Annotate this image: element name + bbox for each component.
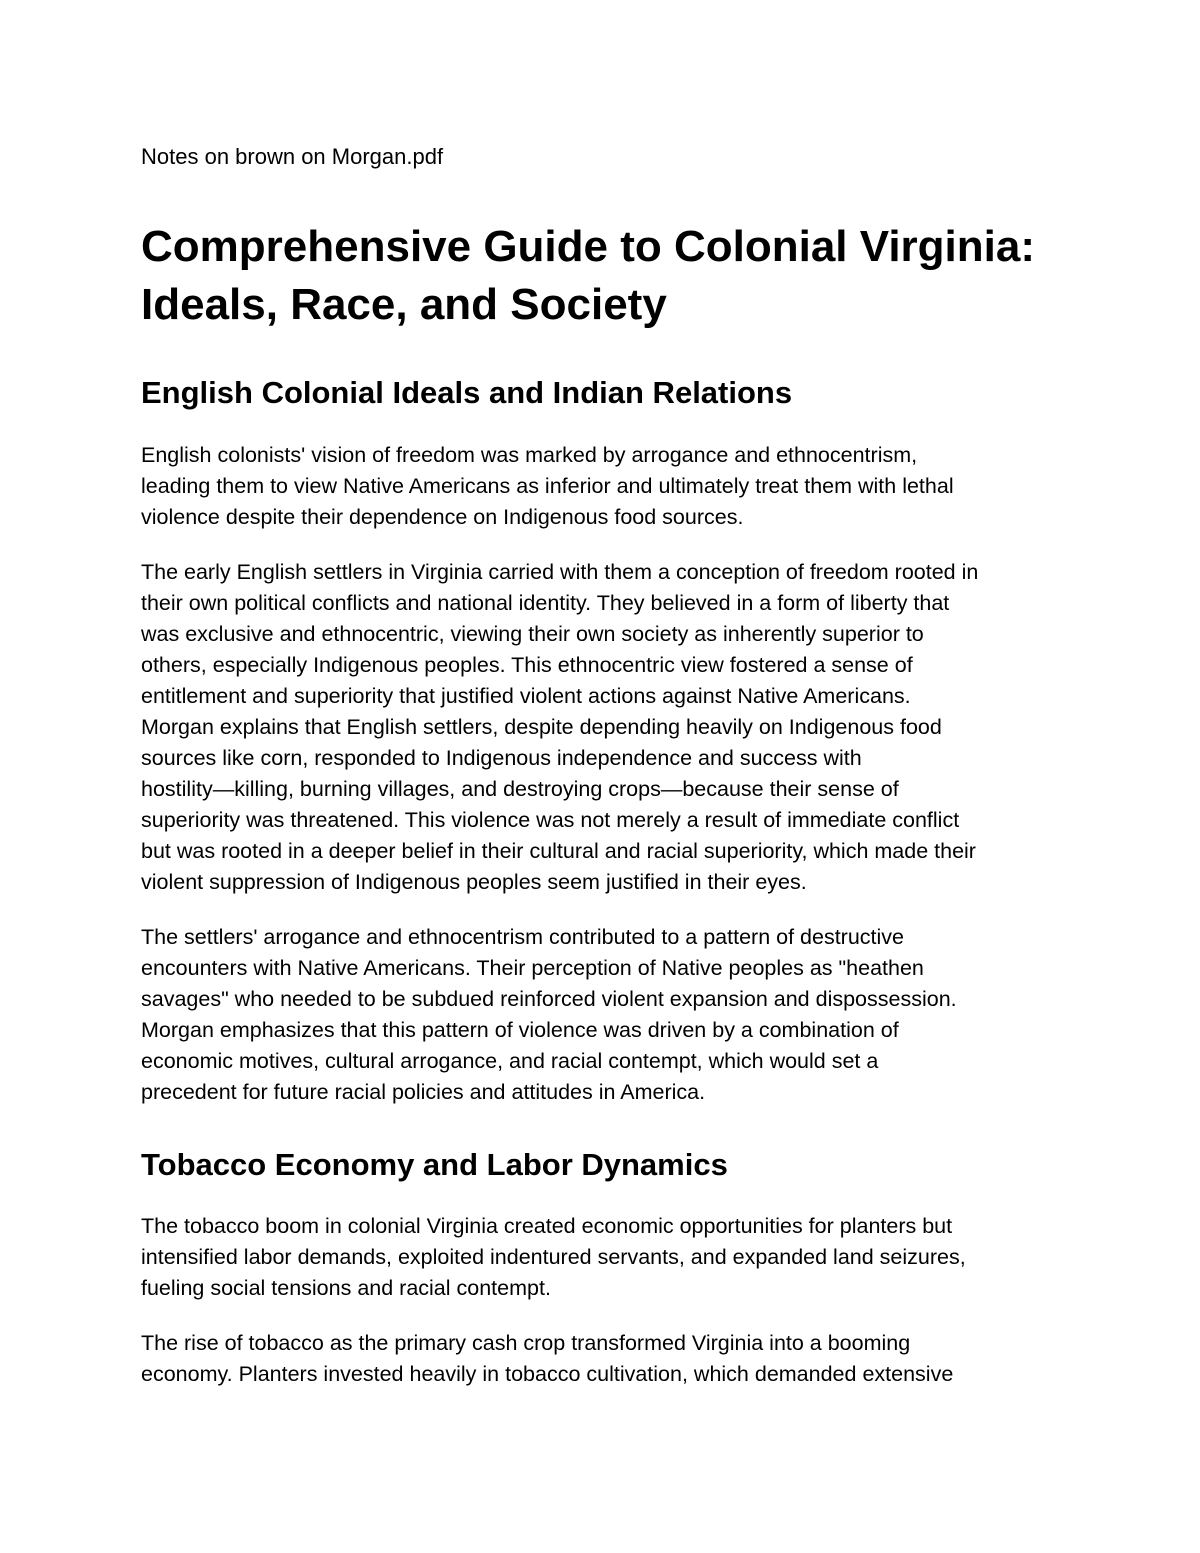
text-line: was exclusive and ethnocentric, viewing their own society as inherently superior to <box>141 622 924 646</box>
text-line: Morgan explains that English settlers, despite depending heavily on Indigenous food <box>141 715 942 739</box>
text-line: but was rooted in a deeper belief in their cultural and racial superiority, which made their <box>141 839 976 863</box>
document-title <box>141 218 1066 334</box>
text-line: violence despite their dependence on Indigenous food sources. <box>141 505 744 529</box>
text-line: hostility—killing, burning villages, and destroying crops—because their sense of <box>141 777 899 801</box>
text-line: economic motives, cultural arrogance, and racial contempt, which would set a <box>141 1049 879 1073</box>
text-line: savages" who needed to be subdued reinforced violent expansion and dispossession. <box>141 987 957 1011</box>
text-line: Morgan emphasizes that this pattern of violence was driven by a combination of <box>141 1018 899 1042</box>
title-line: Comprehensive Guide to Colonial Virginia: <box>141 222 1035 271</box>
text-line: English colonists' vision of freedom was marked by arrogance and ethnocentrism, <box>141 443 918 467</box>
file-name-label: Notes on brown on Morgan.pdf <box>141 144 444 169</box>
section-heading-tobacco-economy: Tobacco Economy and Labor Dynamics <box>141 1147 728 1182</box>
text-line: entitlement and superiority that justified violent actions against Native Americans. <box>141 684 911 708</box>
text-line: encounters with Native Americans. Their perception of Native peoples as "heathen <box>141 956 924 980</box>
text-line: economy. Planters invested heavily in tobacco cultivation, which demanded extensive <box>141 1362 954 1386</box>
paragraph <box>141 1328 1066 1390</box>
paragraph <box>141 440 1066 533</box>
text-line: intensified labor demands, exploited indentured servants, and expanded land seizures, <box>141 1245 966 1269</box>
text-line: leading them to view Native Americans as inferior and ultimately treat them with lethal <box>141 474 954 498</box>
text-line: precedent for future racial policies and attitudes in America. <box>141 1080 706 1104</box>
text-line: The settlers' arrogance and ethnocentrism contributed to a pattern of destructive <box>141 925 904 949</box>
text-line: The early English settlers in Virginia carried with them a conception of freedom rooted in <box>141 560 979 584</box>
paragraph <box>141 557 1066 898</box>
text-line: The tobacco boom in colonial Virginia created economic opportunities for planters but <box>141 1214 953 1238</box>
paragraph <box>141 1211 1066 1304</box>
text-line: others, especially Indigenous peoples. This ethnocentric view fostered a sense of <box>141 653 913 677</box>
text-line: The rise of tobacco as the primary cash crop transformed Virginia into a booming <box>141 1331 911 1355</box>
text-line: violent suppression of Indigenous peoples seem justified in their eyes. <box>141 870 807 894</box>
paragraph <box>141 922 1066 1108</box>
section-heading-colonial-ideals: English Colonial Ideals and Indian Relations <box>141 375 793 410</box>
text-line: sources like corn, responded to Indigenous independence and success with <box>141 746 862 770</box>
text-line: superiority was threatened. This violence was not merely a result of immediate conflict <box>141 808 960 832</box>
text-line: their own political conflicts and national identity. They believed in a form of liberty that <box>141 591 950 615</box>
text-line: fueling social tensions and racial contempt. <box>141 1276 551 1300</box>
title-line: Ideals, Race, and Society <box>141 280 667 329</box>
